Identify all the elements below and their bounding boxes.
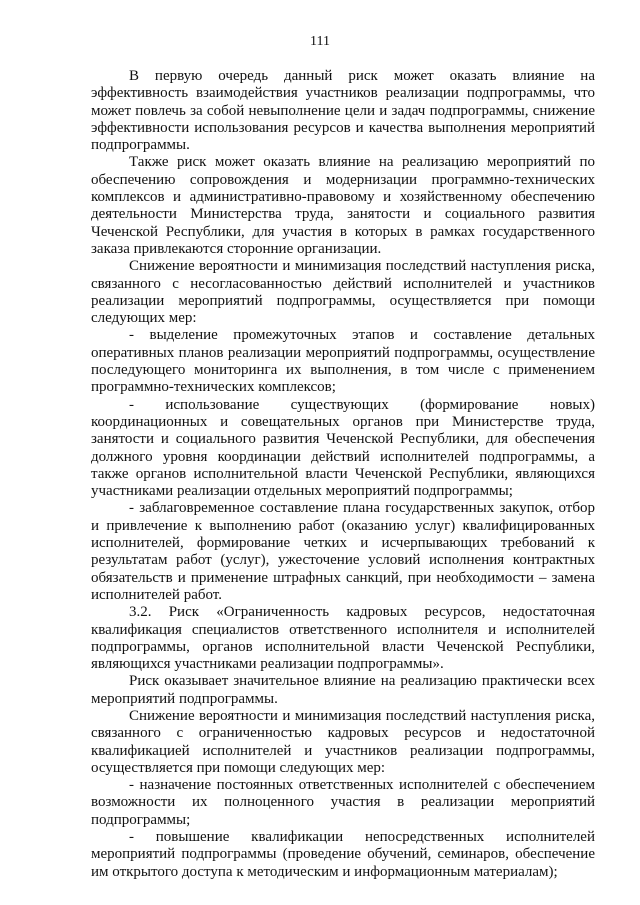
list-item-procurement: - заблаговременное составление плана государственных закупок, отбор и привлечение к выполнению работ (оказанию услуг) квалифицированных исполнителей, формирование четких и исчерпывающих требований к результатам работ (услуг), ужесточение условий исполнения контрактных обязательств и применение штрафных санкций, при необходимости – замена исполнителей работ. [91, 500, 595, 603]
list-item-coordination: - использование существующих (формирование новых) координационных и совещательных органов при Министерстве труда, занятости и социального развития Чеченской Республики, для обеспечения должного уровня координации действий исполнителей подпрограммы, а также органов исполнительной власти Чеченской Республики, являющихся участниками реализации отдельных мероприятий подпрограммы; [91, 396, 595, 500]
section-heading-3-2: 3.2. Риск «Ограниченность кадровых ресурсов, недостаточная квалификация специалистов ответственного исполнителя и исполнителей подпрограммы, органов исполнительной власти Чеченской Республики, являющихся участниками реализации подпрограммы». [91, 604, 595, 673]
list-item-stages: - выделение промежуточных этапов и составление детальных оперативных планов реализации мероприятий подпрограммы, осуществление последующего мониторинга их выполнения, в том числе с применением программно-технических комплексов; [91, 327, 595, 396]
document-body [91, 68, 595, 881]
paragraph-mitigation-intro-2: Снижение вероятности и минимизация последствий наступления риска, связанного с ограниченностью кадровых ресурсов и недостаточной квалификацией исполнителей и участников реализации подпрограммы, осуществляется при помощи следующих мер: [91, 707, 595, 776]
list-item-appointment: - назначение постоянных ответственных исполнителей с обеспечением возможности их полноценного участия в реализации мероприятий подпрограммы; [91, 777, 595, 828]
paragraph-risk-significance: Риск оказывает значительное влияние на реализацию практически всех мероприятий подпрограммы. [91, 673, 595, 707]
list-item-training: - повышение квалификации непосредственных исполнителей мероприятий подпрограммы (проведение обучений, семинаров, обеспечение им открытого доступа к методическим и информационным материалам); [91, 829, 595, 880]
paragraph-risk-influence: Также риск может оказать влияние на реализацию мероприятий по обеспечению сопровождения и модернизации программно-технических комплексов и административно-правовому и хозяйственному обеспечению деятельности Министерства труда, занятости и социального развития Чеченской Республики, для участия в которых в рамках государственного заказа привлекаются сторонние организации. [91, 154, 595, 257]
paragraph-mitigation-intro: Снижение вероятности и минимизация последствий наступления риска, связанного с несогласованностью действий исполнителей и участников реализации мероприятий подпрограммы, осуществляется при помощи следующих мер: [91, 258, 595, 327]
page-number: 111 [310, 34, 330, 49]
paragraph-risk-impact: В первую очередь данный риск может оказать влияние на эффективность взаимодействия участников реализации подпрограммы, что может повлечь за собой невыполнение цели и задач подпрограммы, снижение эффективности использования ресурсов и качества выполнения мероприятий подпрограммы. [91, 68, 595, 154]
